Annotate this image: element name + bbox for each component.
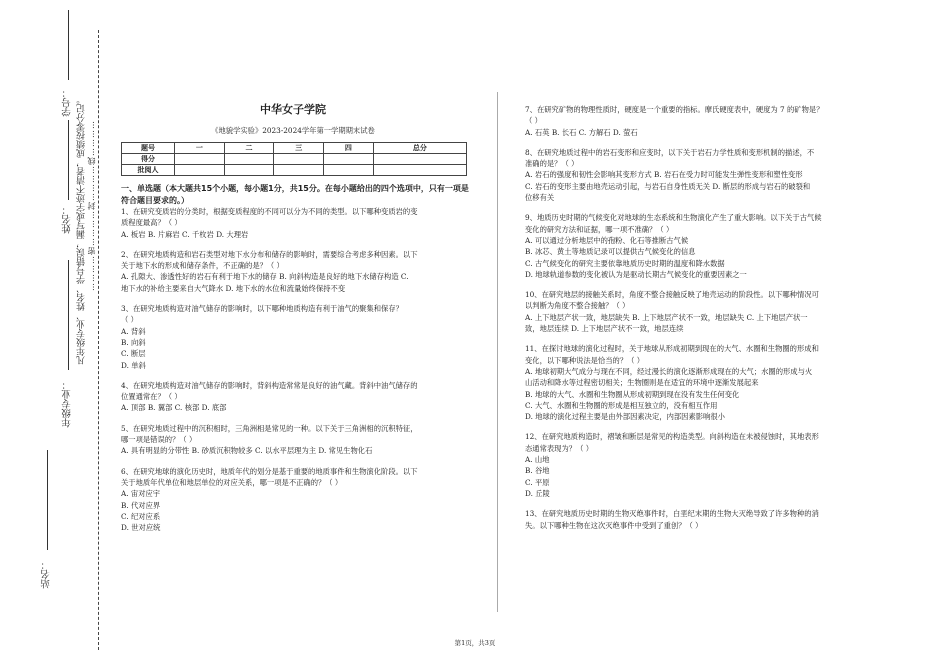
question-line: D. 地球的演化过程主要是由外部因素决定，内部因素影响很小 <box>525 412 725 422</box>
question-line: C. 大气、水圈和生物圈的形成是相互独立的，没有相互作用 <box>525 400 718 410</box>
question-line: A. 石英 B. 长石 C. 方解石 D. 萤石 <box>525 127 638 137</box>
question-line: C. 断层 <box>121 349 146 359</box>
score-cell <box>224 165 274 176</box>
question-line: 变化的研究方法和证据，哪一项不准确？（ ） <box>525 224 674 234</box>
binding-dashed-line <box>98 30 99 650</box>
question-stem: 11、在探讨地球的演化过程时，关于地球从形成初期到现在的大气、水圈和生物圈的形成和 <box>525 344 819 354</box>
question-line: B. 谷地 <box>525 466 550 476</box>
question-item <box>525 508 870 531</box>
seal-text: …………密…………封…………线………… <box>87 120 96 291</box>
score-cell: 总分 <box>373 143 466 154</box>
question-line: 哪一项是错误的？（ ） <box>121 435 197 445</box>
score-cell <box>373 165 466 176</box>
score-cell <box>274 165 324 176</box>
question-line: A. 岩石的强度和韧性会影响其变形方式 B. 岩石在受力时可能发生弹性变形和塑性变形 <box>525 170 803 180</box>
question-line: D. 丘陵 <box>525 488 550 498</box>
question-line: A. 上下地层产状一致，地层缺失 B. 上下地层产状不一致，地层缺失 C. 上下地层产状一 <box>525 312 808 322</box>
school-label: 站名： <box>41 560 52 589</box>
student-no-label: 学号： <box>62 88 73 117</box>
question-line: A. 板岩 B. 片麻岩 C. 千枚岩 D. 大理岩 <box>121 229 249 239</box>
question-line: 失。以下哪种生物在这次灭绝事件中受到了重创？（ ） <box>525 520 703 530</box>
score-table-header-row <box>122 143 467 154</box>
question-item <box>121 206 471 240</box>
question-item <box>525 431 870 499</box>
question-item <box>525 147 870 203</box>
question-line: C. 岩石的变形主要由地壳运动引起，与岩石自身性质无关 D. 断层的形成与岩石的破裂和 <box>525 181 811 191</box>
question-stem: 5、在研究地质过程中的沉积相时，三角洲相是常见的一种。以下关于三角洲相的沉积特征， <box>121 423 418 433</box>
score-row-label: 得分 <box>122 154 175 165</box>
section-heading: 一、单选题（本大题共15个小题，每小题1分，共15分。在每小题给出的四个选项中，只有一项是符合题目要求的。） <box>121 184 469 205</box>
reviewer-row-label: 批阅人 <box>122 165 175 176</box>
question-line: A. 宙对应宇 <box>121 489 161 499</box>
question-line: 山活动和降水等过程密切相关；生物圈则是在适宜的环境中逐渐发展起来 <box>525 378 759 388</box>
question-line: A. 具有明显的分带性 B. 砂质沉积物较多 C. 以水平层理为主 D. 常见生物化石 <box>121 446 373 456</box>
question-line: D. 世对应统 <box>121 523 161 533</box>
question-line: （ ） <box>121 315 138 325</box>
score-cell: 一 <box>175 143 225 154</box>
question-line: 以判断为角度不整合接触？（ ） <box>525 301 630 311</box>
question-line: C. 纪对应系 <box>121 511 161 521</box>
question-line: A. 背斜 <box>121 326 146 336</box>
exam-subtitle: 《地貌学实验》2023-2024学年第一学期期末试卷 <box>211 126 375 135</box>
question-line: A. 可以通过分析地层中的孢粉、化石等推断古气候 <box>525 235 689 245</box>
question-line: D. 单斜 <box>121 360 146 370</box>
question-line: B. 向斜 <box>121 337 146 347</box>
score-cell <box>175 165 225 176</box>
name-line <box>68 120 69 200</box>
score-table-score-row <box>122 154 467 165</box>
question-item <box>121 423 471 457</box>
question-line: 致，地层连续 D. 上下地层产状不一致，地层连续 <box>525 324 684 334</box>
right-column <box>525 104 870 531</box>
question-item <box>525 212 870 280</box>
question-item <box>525 343 870 422</box>
question-line: D. 地球轨道参数的变化被认为是驱动长期古气候变化的重要因素之一 <box>525 269 747 279</box>
question-line: A. 山地 <box>525 455 550 465</box>
score-cell: 题号 <box>122 143 175 154</box>
question-line: 地下水的补给主要来自大气降水 D. 地下水的水位和流量始终保持不变 <box>121 283 346 293</box>
question-item <box>525 289 870 334</box>
question-stem: 7、在研究矿物的物理性质时，硬度是一个重要的指标。摩氏硬度表中，硬度为 7 的矿物是？ <box>525 105 824 114</box>
question-line: 质程度最高？（ ） <box>121 218 182 228</box>
score-cell <box>324 154 374 165</box>
score-cell <box>224 154 274 165</box>
school-line <box>47 450 48 550</box>
score-table-reviewer-row <box>122 165 467 176</box>
question-stem: 9、地质历史时期的气候变化对地球的生态系统和生物演化产生了重大影响。以下关于古气候 <box>525 213 822 223</box>
question-line: B. 地球的大气、水圈和生物圈从形成初期到现在没有发生任何变化 <box>525 389 740 399</box>
question-item <box>121 249 471 294</box>
question-line: 变化，以下哪种说法是恰当的？（ ） <box>525 355 645 365</box>
score-cell: 三 <box>274 143 324 154</box>
student-no-line <box>68 10 69 80</box>
question-line: 准确的是？（ ） <box>525 159 579 169</box>
score-cell <box>175 154 225 165</box>
notice-text: 凡年级专业、姓名、学号错误，漏写或字迹不清者，成绩按零分记。 <box>77 95 87 365</box>
question-stem: 12、在研究地质构造时，褶皱和断层是常见的构造类型。向斜构造在未被侵蚀时，其地表形 <box>525 432 819 442</box>
question-line: C. 古气候变化的研究主要依靠地质历史时期的温度和降水数据 <box>525 258 725 268</box>
question-stem: 13、在研究地质历史时期的生物灭绝事件时，白垩纪末期的生物大灭绝导致了许多物种的消 <box>525 509 819 519</box>
question-line: 位置通常在？（ ） <box>121 392 182 402</box>
score-cell: 二 <box>224 143 274 154</box>
left-column <box>121 183 471 533</box>
right-question-list <box>525 104 870 531</box>
grade-major-label: 年级专业： <box>62 380 73 428</box>
grade-major-line <box>68 260 69 370</box>
question-line: 关于地质年代单位和地层单位的对应关系，哪一项是不正确的？（ ） <box>121 477 343 487</box>
column-divider <box>497 92 498 612</box>
question-stem: 6、在研究地球的演化历史时，地质年代的划分是基于重要的地质事件和生物演化阶段。以下 <box>121 466 418 476</box>
question-line: B. 冰芯、黄土等地质记录可以提供古气候变化的信息 <box>525 247 696 257</box>
score-cell <box>274 154 324 165</box>
question-line: 态通常表现为？（ ） <box>525 443 593 453</box>
question-stem: 8、在研究地质过程中的岩石变形和应变时，以下关于岩石力学性质和变形机制的描述，不 <box>525 147 815 157</box>
question-line: A. 地球初期大气成分与现在不同，经过漫长的演化逐渐形成现在的大气；水圈的形成与火 <box>525 366 813 376</box>
question-line: C. 平原 <box>525 477 550 487</box>
left-question-list <box>121 206 471 533</box>
score-cell <box>324 165 374 176</box>
question-line: 位移有关 <box>525 193 555 203</box>
question-line: B. 代对应界 <box>121 500 161 510</box>
question-item <box>121 380 471 414</box>
score-table <box>121 142 467 176</box>
question-stem: 3、在研究地质构造对油气储存的影响时，以下哪种地质构造有利于油气的聚集和保存？ <box>121 304 403 314</box>
question-item <box>121 303 471 371</box>
score-cell <box>373 154 466 165</box>
question-item <box>121 466 471 534</box>
question-stem: 2、在研究地质构造和岩石类型对地下水分布和储存的影响时，需要综合考虑多种因素。以下 <box>121 249 418 259</box>
question-line: （ ） <box>525 116 542 126</box>
question-line: 关于地下水的形成和储存条件，不正确的是？（ ） <box>121 261 284 271</box>
name-label: 姓名： <box>62 205 73 234</box>
exam-title: 中华女子学院 <box>260 103 326 116</box>
question-stem: 10、在研究地层的接触关系时，角度不整合接触反映了地壳运动的阶段性。以下哪种情况可 <box>525 290 819 300</box>
question-stem: 4、在研究地质构造对油气储存的影响时，背斜构造常常是良好的油气藏。背斜中油气储存的 <box>121 380 418 390</box>
score-cell: 四 <box>324 143 374 154</box>
question-stem: 1、在研究变质岩的分类时，根据变质程度的不同可以分为不同的类型。以下哪种变质岩的变 <box>121 207 418 216</box>
page-footer: 第1页，共3页 <box>454 639 496 647</box>
question-line: A. 孔隙大、渗透性好的岩石有利于地下水的储存 B. 向斜构造是良好的地下水储存构造 C. <box>121 272 409 282</box>
question-line: A. 顶部 B. 翼部 C. 核部 D. 底部 <box>121 403 227 413</box>
question-item <box>525 104 870 138</box>
